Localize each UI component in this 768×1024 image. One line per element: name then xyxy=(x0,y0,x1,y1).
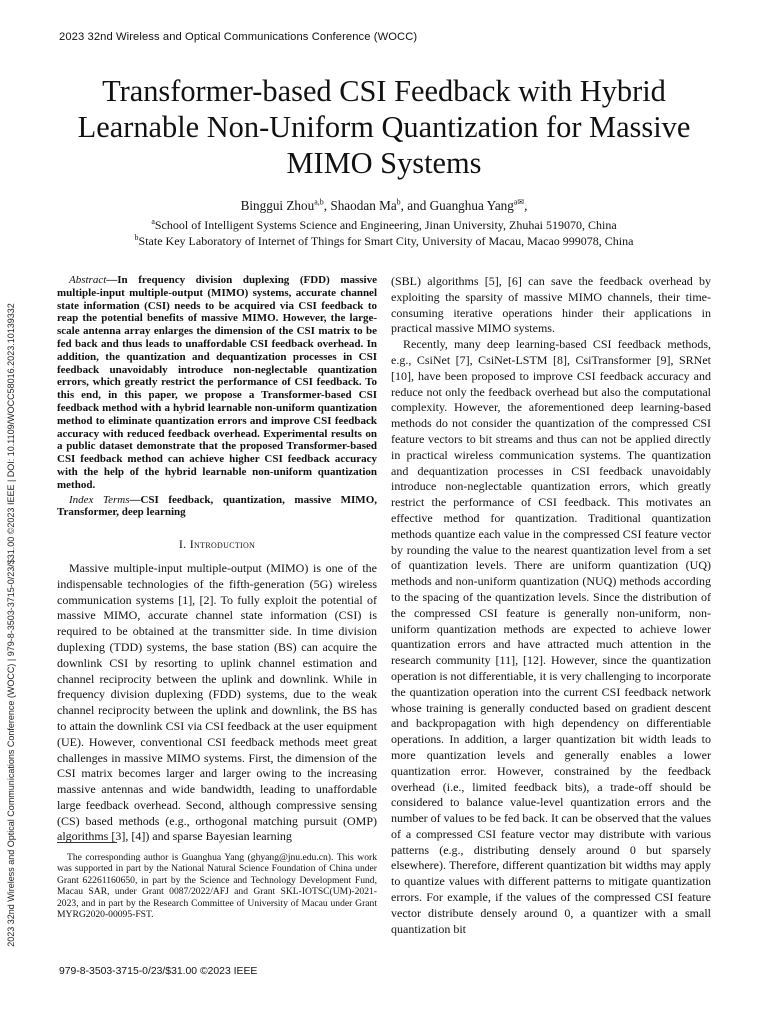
doi-side-label: 2023 32nd Wireless and Optical Communications Conference (WOCC) | 979-8-3503-3715-0/23/$31.00 ©2023 IEEE | DOI: 10.1109/WOCC58016.2023.10139332 xyxy=(6,303,16,947)
abstract xyxy=(57,274,377,492)
author-name: Guanghua Yang xyxy=(429,198,514,213)
affiliation-mark: a xyxy=(151,217,155,226)
section-heading xyxy=(57,537,377,553)
footnote-rule xyxy=(57,842,117,843)
paper-title: Transformer-based CSI Feedback with Hybrid Learnable Non-Uniform Quantization for Massive MIMO Systems xyxy=(77,74,691,180)
author-affiliation-mark: a,b xyxy=(314,197,324,207)
index-terms-text: —CSI feedback, quantization, massive MIMO, Transformer, deep learning xyxy=(57,493,377,519)
affiliation-text: State Key Laboratory of Internet of Things for Smart City, University of Macau, Macao 999078, China xyxy=(138,234,634,248)
section-title: Introduction xyxy=(189,537,256,552)
footnote-text: The corresponding author is Guanghua Yang (ghyang@jnu.edu.cn). This work was supported in part by the National Natural Science Foundation of China under Grant 62261160650, in part by the Science and Technology Development Fund, Macau SAR, under Grant 0087/2022/AFJ and Grant SKL-IOTSC(UM)-2021-2023, and in part by the Research Committee of University of Macau under Grant MYRG2020-00095-FST. xyxy=(57,852,377,921)
left-column xyxy=(57,274,377,845)
body-paragraph: Massive multiple-input multiple-output (MIMO) is one of the indispensable technologies of the fifth-generation (5G) wireless communication systems [1], [2]. To fully exploit the potential of massive MIMO, accurate channel state information (CSI) is required to be obtained at the transmitter side. In time division duplexing (TDD) systems, the base station (BS) can acquire the downlink CSI by resorting to uplink channel estimation and channel reciprocity between the uplink and downlink. While in frequency division duplexing (FDD) systems, due to the weak channel reciprocity between the uplink and downlink, the BS has to attain the downlink CSI via CSI feedback at the user equipment (UE). However, conventional CSI feedback methods meet great challenges in massive MIMO systems. First, the dimension of the CSI matrix becomes larger and larger owing to the increasing massive antennas and wide bandwidth, leading to unaffordable large feedback overhead. Second, although compressive sensing (CS) based methods (e.g., orthogonal matching pursuit (OMP) algorithms [3], [4]) and sparse Bayesian learning xyxy=(57,560,377,844)
affiliation-mark: b xyxy=(134,233,139,242)
author-affiliation-mark: a✉ xyxy=(513,197,525,207)
body-paragraph: Recently, many deep learning-based CSI feedback methods, e.g., CsiNet [7], CsiNet-LSTM [8], CsiTransformer [9], SRNet [10], have been proposed to improve CSI feedback accuracy and reduce not only the feedback overhead but also the computational complexity. However, the aforementioned deep learning-based methods do not consider the quantization of the compressed CSI feature vectors to bit streams and thus can not be applied directly in practical wireless communication systems. The quantization and dequantization processes in CSI feedback unavoidably introduce non-neglectable quantization errors, which greatly restrict the performance of CSI feedback. This motivates an effective method for quantization. Traditional quantization methods quantize each value in the compressed CSI feature vector by rounding the value to the nearest quantization level from a set of quantization levels. There are uniform quantization (UQ) methods and non-uniform quantization (NUQ) methods according to the spacing of the quantization levels. Since the distribution of the compressed CSI feature is generally non-uniform, non-uniform quantization methods are expected to achieve lower quantization errors and have attracted much attention in the research community [11], [12]. However, since the quantization operation is not differentiable, it is very challenging to incorporate the quantization operation into the current CSI feedback network whose training is generally conducted based on gradient descent and backpropagation with high dependency on differentiable operations. In addition, a larger quantization bit width leads to more quantization levels and generally enables a lower quantization error. However, constrained by the feedback overhead (i.e., limited feedback bits), a trade-off should be considered to balance value-level quantization errors and the number of values to be fed back. It can be observed that the values of a compressed CSI feature vector may distribute with various patterns (e.g., distributing densely around 0 but sparsely elsewhere). Therefore, different quantization bit widths may apply to quantize values with different patterns to mitigate quantization errors. For example, if the values of the compressed CSI feature vector distribute densely around 0, a quantizer with a small quantization bit xyxy=(391,337,711,936)
index-terms xyxy=(57,494,377,520)
footnote xyxy=(57,852,377,920)
section-number: I. xyxy=(178,537,190,552)
abstract-text: —In frequency division duplexing (FDD) massive multiple-input multiple-output (MIMO) systems, accurate channel state information (CSI) needs to be acquired via CSI feedback to reap the potential benefits of massive MIMO. However, the large-scale antenna array enlarges the dimension of the CSI matrix to be fed back and thus leads to unaffordable CSI feedback overhead. In addition, the quantization and dequantization processes in CSI feedback unavoidably introduce non-neglectable quantization errors, which greatly restrict the performance of CSI feedback. To this end, in this paper, we propose a Transformer-based CSI feedback method with a hybrid learnable non-uniform quantization method to eliminate quantization errors and improve CSI feedback accuracy with reduced feedback overhead. Experimental results on a public dataset demonstrate that the proposed Transformer-based CSI feedback method can achieve higher CSI feedback accuracy with the help of the hybrid learnable non-uniform quantization method. xyxy=(57,274,377,491)
author-separator: , xyxy=(524,198,528,213)
author-name: Shaodan Ma xyxy=(330,198,397,213)
conference-header: 2023 32nd Wireless and Optical Communications Conference (WOCC) xyxy=(59,31,418,43)
abstract-label: Abstract xyxy=(69,274,107,286)
isbn-copyright-line: 979-8-3503-3715-0/23/$31.00 ©2023 IEEE xyxy=(59,966,258,977)
author-separator: , xyxy=(323,198,331,213)
body-paragraph: (SBL) algorithms [5], [6] can save the feedback overhead by exploiting the sparsity of massive MIMO channels, their time-consuming iterative operations hinder their applications in practical massive MIMO systems. xyxy=(391,274,711,336)
author-name: Binggui Zhou xyxy=(240,198,315,213)
affiliation-a xyxy=(40,218,728,232)
author-list xyxy=(40,198,728,214)
author-affiliation-mark: b xyxy=(396,197,401,207)
index-terms-label: Index Terms xyxy=(69,493,130,506)
affiliation-text: School of Intelligent Systems Science and Engineering, Jinan University, Zhuhai 519070, China xyxy=(154,218,617,232)
author-separator: , and xyxy=(400,198,430,213)
right-column xyxy=(391,274,711,937)
affiliation-b xyxy=(40,234,728,248)
